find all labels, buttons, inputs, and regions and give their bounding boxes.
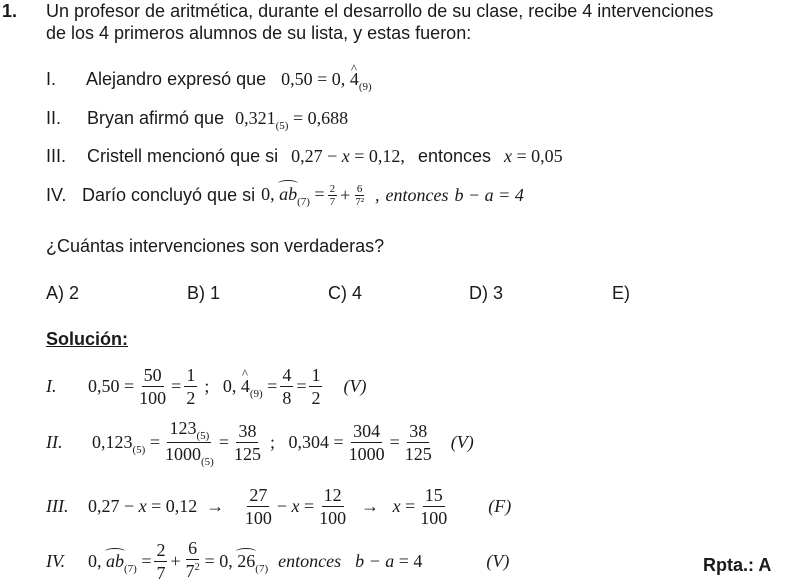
option-c: C) 4	[328, 283, 363, 303]
item-4-text2: entonces	[385, 185, 449, 205]
problem-statement-line2: de los 4 primeros alumnos de su lista, y estas fueron:	[46, 23, 472, 43]
solution-verdict-3: (F)	[488, 495, 512, 516]
question: ¿Cuántas intervenciones son verdaderas?	[46, 236, 385, 256]
item-2: II. Bryan afirmó que $0,321_{(5)} = 0,688$	[46, 108, 349, 132]
item-4-roman: IV.	[46, 185, 67, 205]
answer: Rpta.: A	[703, 555, 772, 575]
item-3-text: Cristell mencionó que si	[87, 146, 279, 166]
problem-number: 1.	[2, 1, 18, 21]
item-1-text: Alejandro expresó que	[86, 69, 267, 89]
solution-row-2: II. $0,123_{(5)}$ = $\frac{123_{(5)}}{1000_{(5)}}$ = $\frac{38}{125}$ ; 0,304 = $\frac{304}{1000}$ = $\frac{38}{125}$ (V)	[46, 417, 474, 468]
solution-verdict-2: (V)	[450, 431, 474, 452]
solution-heading: Solución:	[46, 329, 128, 349]
item-3-text2: entonces	[417, 146, 492, 166]
item-1: I. Alejandro expresó que 0,50 = 0, ^ $4_{(9)}$	[46, 68, 372, 93]
solution-verdict-1: (V)	[343, 375, 367, 396]
item-4: IV. Darío concluyó que si 0, $ab_{(7)}$ = $\frac{2}{7}$ + $\frac{6}{\text{7²}}$ , entonces b − a = 4	[46, 182, 524, 208]
item-3: III. Cristell mencionó que si 0,27 − x = 0,12, entonces x = 0,05	[46, 146, 563, 166]
option-d: D) 3	[469, 283, 504, 303]
solution-verdict-4: (V)	[486, 550, 510, 571]
item-1-roman: I.	[46, 69, 57, 89]
option-a: A) 2	[46, 283, 80, 303]
option-e: E)	[612, 283, 630, 303]
item-3-roman: III.	[46, 146, 67, 166]
item-2-roman: II.	[46, 108, 62, 128]
solution-row-1: I. 0,50 = $\frac{50}{100}$ = $\frac{1}{2}$ ; 0, ^ $4_{(9)}$ = $\frac{4}{8}$ = $\frac{1}{2}$ (V)	[46, 360, 366, 412]
solution-row-4: IV. 0, $ab_{(7)}$ = $\frac{2}{7}$ + $\frac{6}{7^2}$ = 0, $26_{(7)}$ entonces b − a = 4 (V)	[46, 537, 510, 583]
solution-row-3: III. 0,27 − x = 0,12 → $\frac{27}{100}$ − x = $\frac{12}{100}$ → x = $\frac{15}{100}$ (F)	[46, 484, 512, 528]
item-2-text: Bryan afirmó que	[87, 108, 225, 128]
option-b: B) 1	[187, 283, 221, 303]
problem-statement-line1: Un profesor de aritmética, durante el desarrollo de su clase, recibe 4 intervenciones	[46, 1, 714, 21]
item-4-text: Darío concluyó que si	[82, 185, 256, 205]
